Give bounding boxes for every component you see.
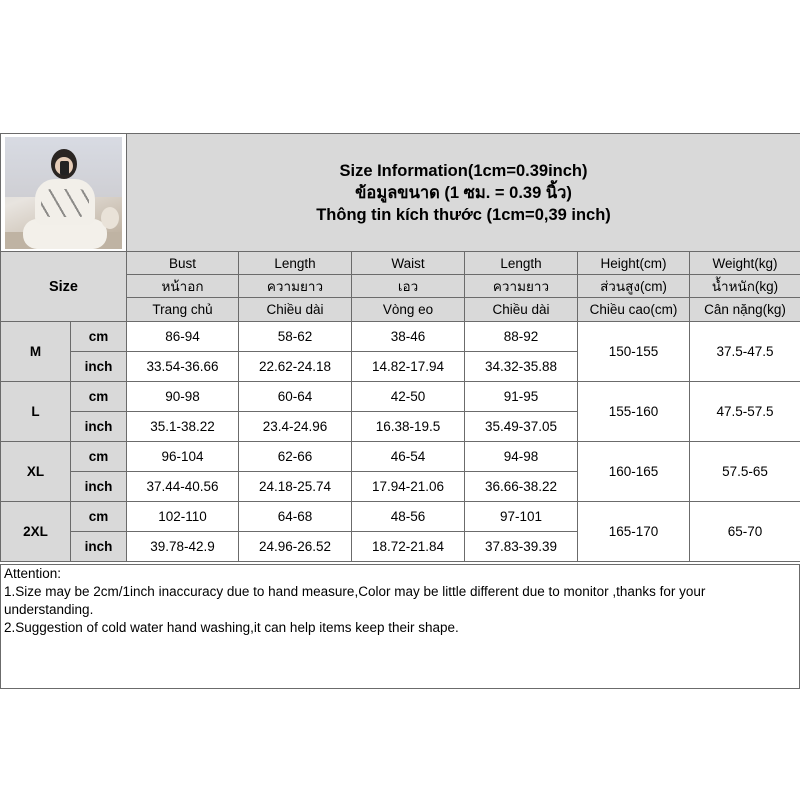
weight-cell: 65-70	[690, 502, 800, 562]
unit-cm: cm	[71, 382, 127, 412]
table-cell: 58-62	[239, 322, 352, 352]
table-cell: 37.83-39.39	[465, 532, 578, 562]
table-cell: 33.54-36.66	[127, 352, 239, 382]
table-cell: 23.4-24.96	[239, 412, 352, 442]
table-cell: 14.82-17.94	[352, 352, 465, 382]
table-cell: 91-95	[465, 382, 578, 412]
col-weight-vi: Cân nặng(kg)	[690, 298, 800, 322]
attention-line-1a: 1.Size may be 2cm/1inch inaccuracy due to hand measure,Color may be little different due to monitor ,thanks for your	[4, 584, 706, 599]
col-bust-th: หน้าอก	[127, 275, 239, 298]
table-cell: 94-98	[465, 442, 578, 472]
table-cell: 37.44-40.56	[127, 472, 239, 502]
col-length2-en: Length	[465, 252, 578, 275]
col-weight-en: Weight(kg)	[690, 252, 800, 275]
col-bust-en: Bust	[127, 252, 239, 275]
title-vi: Thông tin kích thước (1cm=0,39 inch)	[316, 205, 611, 224]
weight-cell: 57.5-65	[690, 442, 800, 502]
col-length2-th: ความยาว	[465, 275, 578, 298]
size-header: Size	[1, 252, 127, 322]
height-cell: 165-170	[578, 502, 690, 562]
table-cell: 34.32-35.88	[465, 352, 578, 382]
table-cell: 38-46	[352, 322, 465, 352]
size-label-l: L	[1, 382, 71, 442]
col-height-th: ส่วนสูง(cm)	[578, 275, 690, 298]
col-waist-th: เอว	[352, 275, 465, 298]
table-cell: 48-56	[352, 502, 465, 532]
product-photo	[5, 137, 122, 249]
unit-cm: cm	[71, 322, 127, 352]
table-cell: 97-101	[465, 502, 578, 532]
height-cell: 150-155	[578, 322, 690, 382]
attention-note	[0, 564, 800, 689]
table-cell: 60-64	[239, 382, 352, 412]
col-length-th: ความยาว	[239, 275, 352, 298]
title-en: Size Information(1cm=0.39inch)	[339, 161, 588, 180]
title-cell	[127, 134, 800, 252]
col-waist-en: Waist	[352, 252, 465, 275]
table-cell: 35.49-37.05	[465, 412, 578, 442]
col-length-vi: Chiều dài	[239, 298, 352, 322]
table-cell: 22.62-24.18	[239, 352, 352, 382]
table-cell: 64-68	[239, 502, 352, 532]
table-cell: 96-104	[127, 442, 239, 472]
table-cell: 46-54	[352, 442, 465, 472]
table-cell: 36.66-38.22	[465, 472, 578, 502]
table-cell: 17.94-21.06	[352, 472, 465, 502]
weight-cell: 47.5-57.5	[690, 382, 800, 442]
height-cell: 155-160	[578, 382, 690, 442]
unit-cm: cm	[71, 442, 127, 472]
table-cell: 90-98	[127, 382, 239, 412]
unit-inch: inch	[71, 352, 127, 382]
attention-heading: Attention:	[4, 566, 62, 581]
size-table	[0, 133, 800, 562]
attention-line-2: 2.Suggestion of cold water hand washing,it can help items keep their shape.	[4, 620, 459, 635]
table-cell: 24.18-25.74	[239, 472, 352, 502]
size-label-2xl: 2XL	[1, 502, 71, 562]
unit-inch: inch	[71, 472, 127, 502]
attention-line-1b: understanding.	[4, 602, 94, 617]
col-height-vi: Chiều cao(cm)	[578, 298, 690, 322]
table-cell: 16.38-19.5	[352, 412, 465, 442]
weight-cell: 37.5-47.5	[690, 322, 800, 382]
title-th: ข้อมูลขนาด (1 ซม. = 0.39 นิ้ว)	[355, 183, 572, 202]
size-label-m: M	[1, 322, 71, 382]
table-cell: 42-50	[352, 382, 465, 412]
table-cell: 35.1-38.22	[127, 412, 239, 442]
table-cell: 102-110	[127, 502, 239, 532]
unit-cm: cm	[71, 502, 127, 532]
col-length2-vi: Chiều dài	[465, 298, 578, 322]
table-cell: 62-66	[239, 442, 352, 472]
col-length-en: Length	[239, 252, 352, 275]
height-cell: 160-165	[578, 442, 690, 502]
size-label-xl: XL	[1, 442, 71, 502]
table-cell: 86-94	[127, 322, 239, 352]
table-cell: 39.78-42.9	[127, 532, 239, 562]
unit-inch: inch	[71, 532, 127, 562]
col-weight-th: น้ำหนัก(kg)	[690, 275, 800, 298]
col-waist-vi: Vòng eo	[352, 298, 465, 322]
table-cell: 88-92	[465, 322, 578, 352]
col-bust-vi: Trang chủ	[127, 298, 239, 322]
col-height-en: Height(cm)	[578, 252, 690, 275]
table-cell: 18.72-21.84	[352, 532, 465, 562]
table-cell: 24.96-26.52	[239, 532, 352, 562]
unit-inch: inch	[71, 412, 127, 442]
product-photo-cell	[1, 134, 127, 252]
